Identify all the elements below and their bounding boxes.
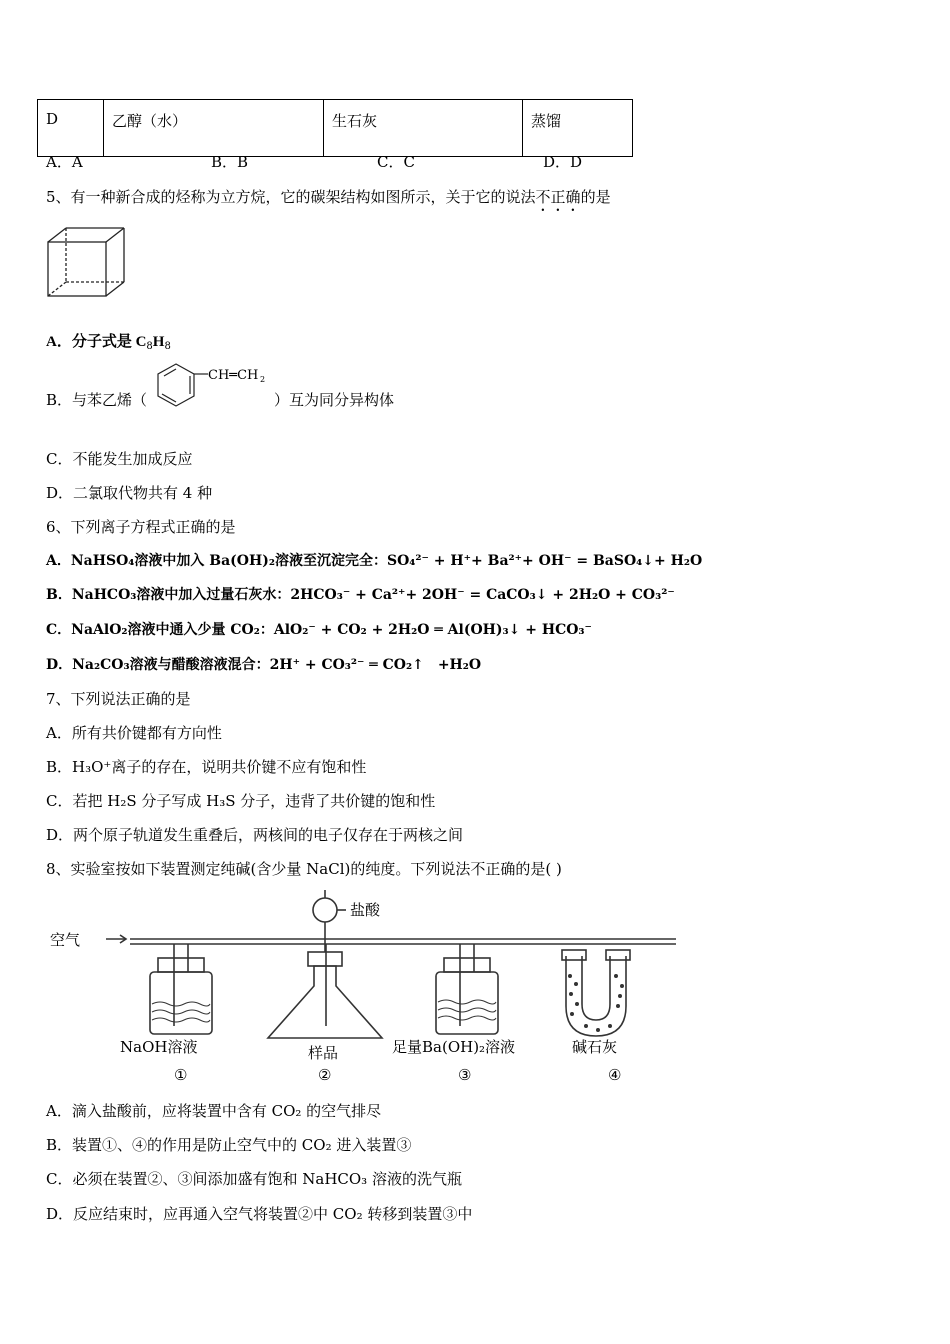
styrene-label-sub: 2 <box>260 375 266 384</box>
q8-option-c[interactable]: C．必须在装置②、③间添加盛有饱和 NaHCO₃ 溶液的洗气瓶 <box>46 1170 462 1188</box>
label-baoh: 足量Ba(OH)₂溶液 <box>392 1038 516 1056</box>
q5-option-d[interactable]: D．二氯取代物共有 4 种 <box>46 484 213 502</box>
q5-a-text: A．分子式是 C <box>46 334 147 350</box>
q5-stem-tail: 的是 <box>580 188 611 206</box>
q8-option-b[interactable]: B．装置①、④的作用是防止空气中的 CO₂ 进入装置③ <box>46 1136 412 1154</box>
q6-stem: 6、下列离子方程式正确的是 <box>46 518 236 536</box>
styrene-label: CH═CH <box>208 368 259 383</box>
label-hcl: 盐酸 <box>350 901 381 919</box>
q8-stem: 8、实验室按如下装置测定纯碱(含少量 NaCl)的纯度。下列说法不正确的是( ) <box>46 860 562 878</box>
label-naoh: NaOH溶液 <box>120 1038 198 1056</box>
q5-stem <box>46 186 611 215</box>
q7-option-c[interactable]: C．若把 H₂S 分子写成 H₃S 分子，违背了共价键的饱和性 <box>46 792 436 810</box>
q5-option-b[interactable] <box>46 389 147 410</box>
q8-option-d[interactable]: D．反应结束时，应再通入空气将装置②中 CO₂ 转移到装置③中 <box>46 1205 473 1223</box>
label-n2: ② <box>318 1066 332 1084</box>
q8-option-a[interactable]: A．滴入盐酸前，应将装置中含有 CO₂ 的空气排尽 <box>46 1102 382 1120</box>
q5-a-sub2: 8 <box>164 341 171 352</box>
q5-stem-emphasis: 不正确 <box>535 188 581 206</box>
q4-option-a[interactable]: A．A <box>46 153 83 171</box>
label-n1: ① <box>174 1066 188 1084</box>
q4-option-d[interactable]: D．D <box>543 153 583 171</box>
label-air: 空气 <box>50 931 81 949</box>
table-cell: 生石灰 <box>324 100 523 157</box>
label-limesoda: 碱石灰 <box>572 1038 618 1056</box>
table-row <box>38 100 633 157</box>
styrene-structure <box>152 360 274 416</box>
q6-option-c[interactable]: C．NaAlO₂溶液中通入少量 CO₂：AlO₂⁻ + CO₂ + 2H₂O ═ Al(OH)₃↓ + HCO₃⁻ <box>46 622 592 638</box>
q4-option-b[interactable]: B．B <box>211 153 249 171</box>
q5-stem-text: 5、有一种新合成的烃称为立方烷，它的碳架结构如图所示，关于它的说法 <box>46 188 536 206</box>
q5-option-a[interactable] <box>46 330 171 352</box>
q7-option-a[interactable]: A．所有共价键都有方向性 <box>46 724 222 742</box>
q6-option-b[interactable]: B．NaHCO₃溶液中加入过量石灰水：2HCO₃⁻ + Ca²⁺+ 2OH⁻ = CaCO₃↓ + 2H₂O + CO₃²⁻ <box>46 587 675 603</box>
table-cell: 蒸馏 <box>523 100 633 157</box>
option-table <box>37 99 633 157</box>
q5-b-tail: ）互为同分异构体 <box>274 391 395 409</box>
label-n4: ④ <box>608 1066 622 1084</box>
q5-a-sub1: 8 <box>146 341 153 352</box>
q7-option-b[interactable]: B．H₃O⁺离子的存在，说明共价键不应有饱和性 <box>46 758 367 776</box>
q6-option-a[interactable]: A．NaHSO₄溶液中加入 Ba(OH)₂溶液至沉淀完全：SO₄²⁻ + H⁺+ Ba²⁺+ OH⁻ = BaSO₄↓+ H₂O <box>46 553 703 569</box>
cubane-figure <box>44 224 128 300</box>
label-sample: 样品 <box>308 1044 339 1062</box>
apparatus-figure <box>46 886 686 1086</box>
q6-option-d[interactable]: D．Na₂CO₃溶液与醋酸溶液混合：2H⁺ + CO₃²⁻ ═ CO₂↑ +H₂O <box>46 657 482 673</box>
q7-option-d[interactable]: D．两个原子轨道发生重叠后，两核间的电子仅存在于两核之间 <box>46 826 464 844</box>
q7-stem: 7、下列说法正确的是 <box>46 690 191 708</box>
label-n3: ③ <box>458 1066 472 1084</box>
q5-b-text: B．与苯乙烯（ <box>46 391 148 409</box>
q5-a-mid: H <box>152 334 165 350</box>
q5-option-c[interactable]: C．不能发生加成反应 <box>46 450 193 468</box>
table-cell: 乙醇（水） <box>104 100 324 157</box>
q4-option-c[interactable]: C．C <box>377 153 415 171</box>
table-cell: D <box>38 100 104 157</box>
